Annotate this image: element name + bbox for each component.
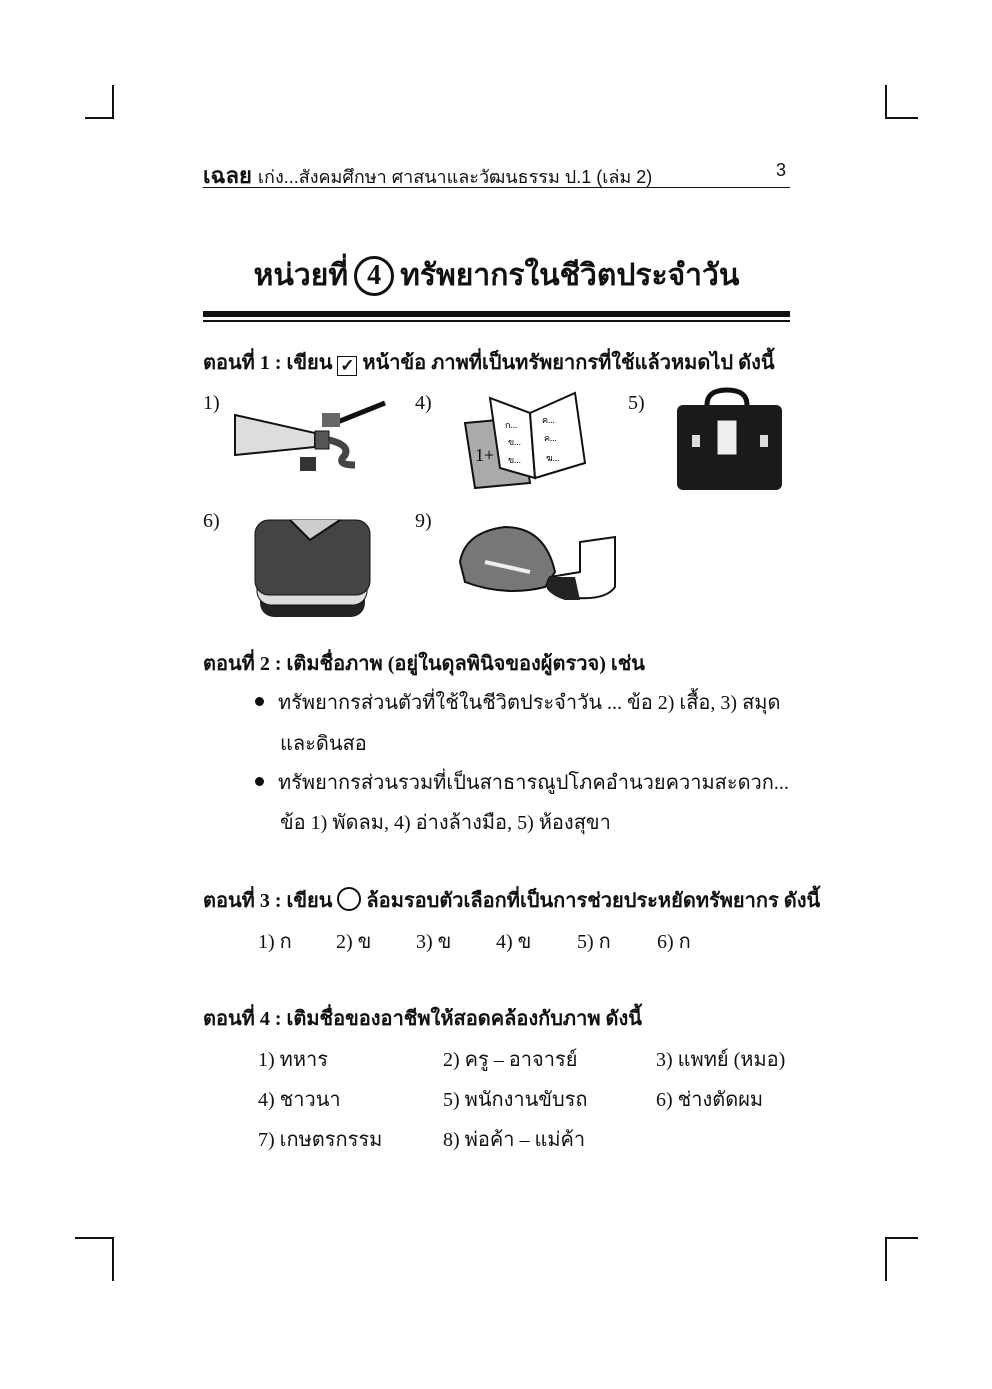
header-brand: เฉลย: [203, 163, 252, 188]
answer: 5) พนักงานขับรถ: [443, 1089, 588, 1111]
bullet-text: ทรัพยากรส่วนตัวที่ใช้ในชีวิตประจำวัน ... ข้อ 2) เสื้อ, 3) สมุด: [278, 692, 781, 714]
book-icon: [460, 383, 595, 493]
answer: 3) แพทย์ (หมอ): [656, 1049, 786, 1071]
answer: 6) ช่างตัดผม: [656, 1089, 764, 1111]
unit-name: ทรัพยากรในชีวิตประจำวัน: [400, 259, 740, 292]
crop-mark: [85, 117, 114, 119]
book-text: ค...: [542, 415, 555, 425]
answer: 5) ก: [577, 931, 611, 953]
book-text: ข...: [508, 437, 521, 447]
part1-heading-a: ตอนที่ 1 : เขียน: [203, 352, 333, 374]
answer: 4) ชาวนา: [258, 1089, 341, 1111]
checkbox-icon: ✓: [337, 356, 357, 376]
answer: 1) ก: [258, 931, 292, 953]
answer: 6) ก: [657, 931, 691, 953]
bullet-continuation: ข้อ 1) พัดลม, 4) อ่างล้างมือ, 5) ห้องสุขา: [280, 812, 611, 834]
crop-mark: [75, 1237, 114, 1239]
answer: 4) ข: [496, 931, 532, 953]
bullet-icon: [255, 777, 264, 786]
book-text: ฆ...: [546, 453, 560, 463]
shoes-socks-icon: [455, 512, 625, 610]
bullet-continuation: และดินสอ: [280, 733, 367, 755]
crop-mark: [112, 85, 114, 119]
item-label: 6): [203, 510, 220, 532]
circle-icon: [337, 887, 361, 911]
crop-mark: [885, 117, 918, 119]
briefcase-icon: [672, 385, 787, 495]
title-rule-thick: [203, 311, 790, 317]
shirts-icon: [245, 505, 380, 623]
unit-prefix: หน่วยที่: [253, 259, 349, 292]
crop-mark: [885, 85, 887, 119]
page-number: 3: [775, 160, 786, 180]
answer: 2) ข: [336, 931, 372, 953]
answer: 8) พ่อค้า – แม่ค้า: [443, 1129, 586, 1151]
bullet-item: [255, 686, 780, 718]
part3-heading-b: ล้อมรอบตัวเลือกที่เป็นการช่วยประหยัดทรัพยากร ดังนี้: [366, 890, 821, 912]
crop-mark: [885, 1237, 887, 1281]
bullet-icon: [255, 697, 264, 706]
part3-heading-a: ตอนที่ 3 : เขียน: [203, 890, 333, 912]
part1-heading: [203, 346, 775, 378]
unit-number: 4: [354, 256, 394, 296]
toothpaste-icon: [230, 395, 390, 475]
bullet-item: [255, 766, 789, 798]
unit-title: [203, 252, 790, 299]
crop-mark: [112, 1237, 114, 1281]
title-rule-thin: [203, 320, 790, 322]
crop-mark: [885, 1237, 918, 1239]
answer: 7) เกษตรกรรม: [258, 1129, 383, 1151]
item-label: 9): [415, 510, 432, 532]
answer: 2) ครู – อาจารย์: [443, 1049, 578, 1071]
book-text: ข...: [508, 455, 521, 465]
part4-heading: ตอนที่ 4 : เติมชื่อของอาชีพให้สอดคล้องกับภาพ ดังนี้: [203, 1008, 642, 1030]
book-text: 1+: [475, 445, 495, 465]
book-text: ก...: [505, 420, 518, 430]
book-text: ค...: [544, 433, 557, 443]
part3-heading: [203, 884, 820, 916]
bullet-text: ทรัพยากรส่วนรวมที่เป็นสาธารณูปโภคอำนวยความสะดวก...: [278, 772, 789, 794]
answer: 3) ข: [416, 931, 452, 953]
item-label: 5): [628, 392, 645, 414]
item-label: 1): [203, 392, 220, 414]
part2-heading: ตอนที่ 2 : เติมชื่อภาพ (อยู่ในดุลพินิจของผู้ตรวจ) เช่น: [203, 653, 645, 675]
header-title: เก่ง...สังคมศึกษา ศาสนาและวัฒนธรรม ป.1 (เล่ม 2): [257, 167, 653, 187]
item-label: 4): [415, 392, 432, 414]
answer: 1) ทหาร: [258, 1049, 328, 1071]
part1-heading-b: หน้าข้อ ภาพที่เป็นทรัพยากรที่ใช้แล้วหมดไป ดังนี้: [362, 352, 775, 374]
running-header: [203, 158, 790, 188]
